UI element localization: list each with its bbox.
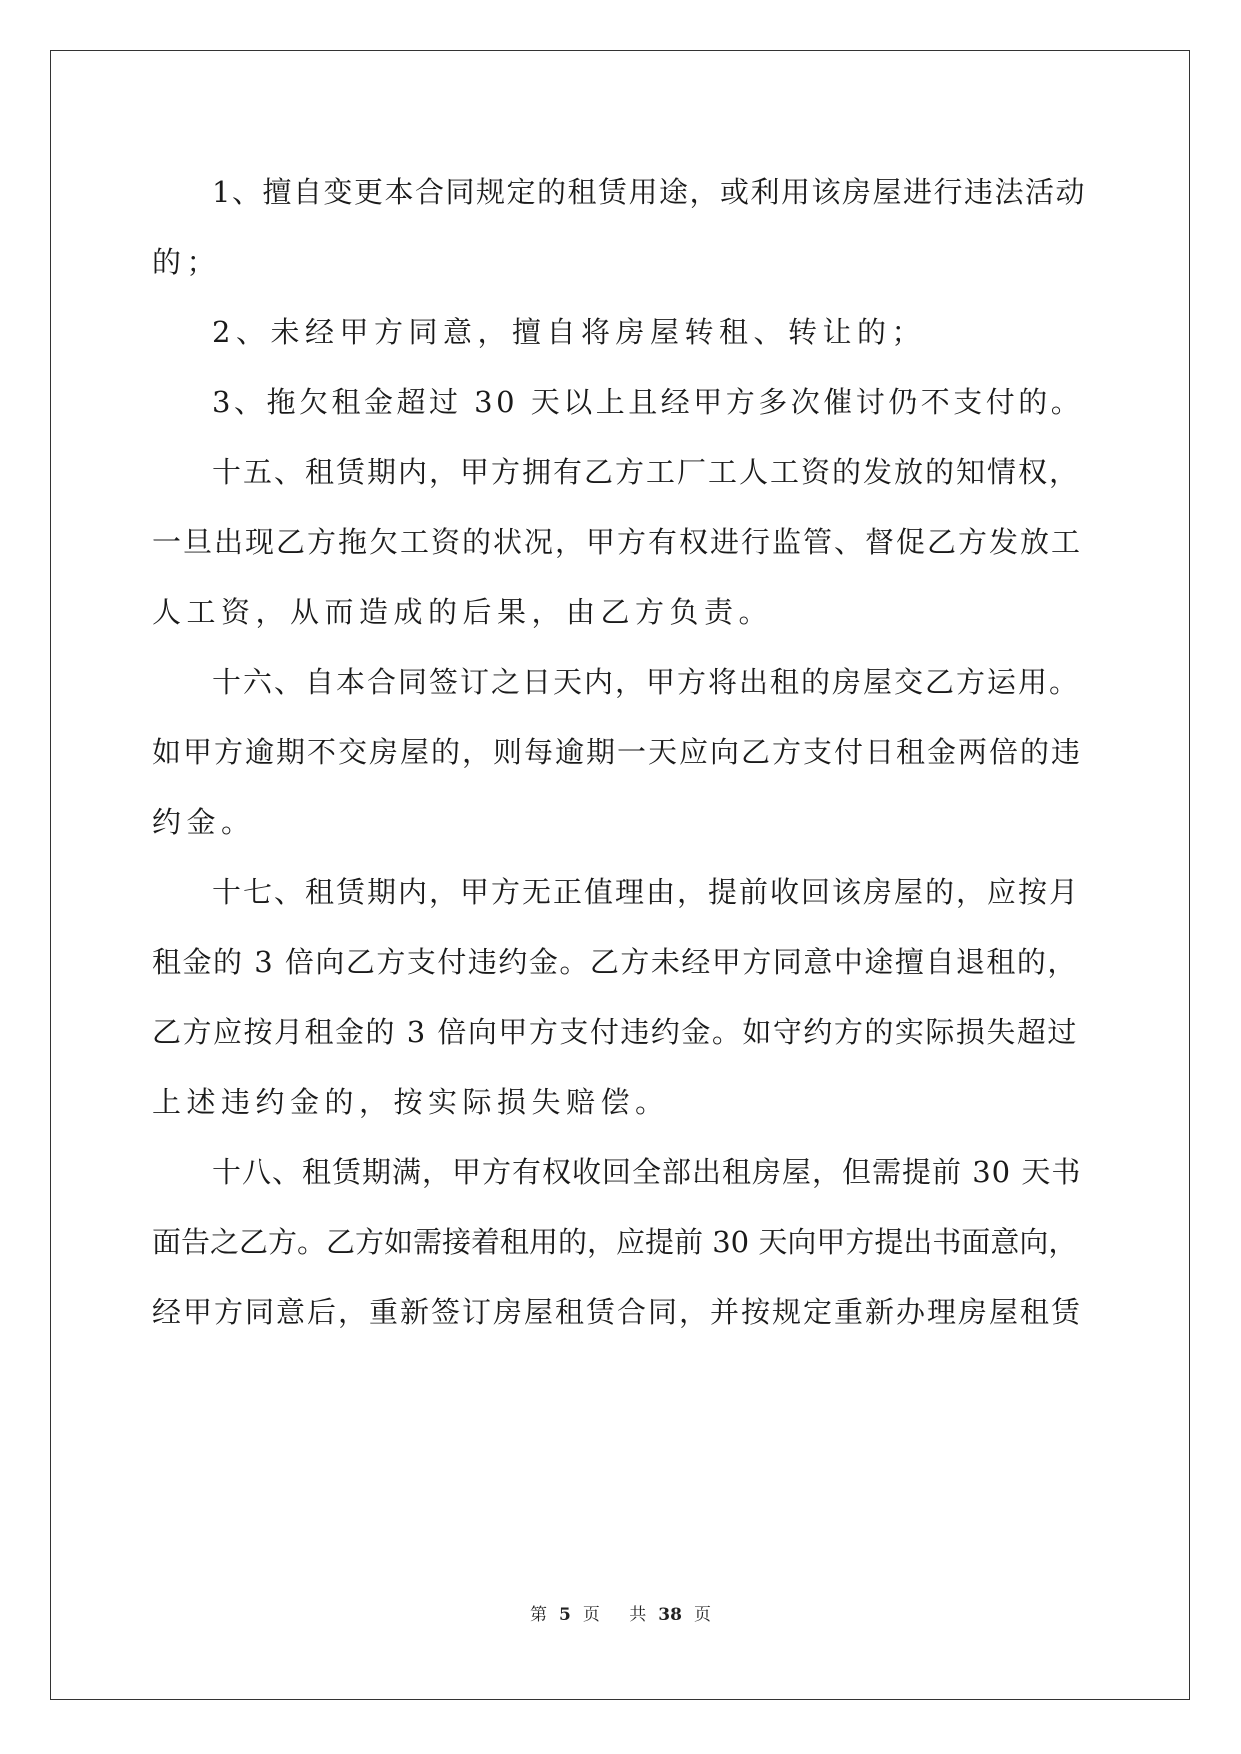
- text-line: 1、擅自变更本合同规定的租赁用途，或利用该房屋进行违法活动: [212, 175, 1086, 209]
- text-line: 租金的 3 倍向乙方支付违约金。乙方未经甲方同意中途擅自退租的，: [152, 945, 1078, 979]
- page-footer: [0, 1600, 1241, 1625]
- text-line: 约金。: [152, 805, 256, 839]
- document-body: [152, 157, 1090, 1347]
- text-line: 一旦出现乙方拖欠工资的状况，甲方有权进行监管、督促乙方发放工: [152, 525, 1083, 559]
- text-line: 2、未经甲方同意，擅自将房屋转租、转让的；: [212, 315, 926, 349]
- text-line: 面告之乙方。乙方如需接着租用的，应提前 30 天向甲方提出书面意向，: [152, 1225, 1078, 1259]
- page-indicator: [524, 1605, 606, 1625]
- text-line: 如甲方逾期不交房屋的，则每逾期一天应向乙方支付日租金两倍的违: [152, 735, 1083, 769]
- total-prefix: 共: [629, 1605, 647, 1625]
- total-indicator: [623, 1605, 717, 1625]
- text-line: 十七、租赁期内，甲方无正值理由，提前收回该房屋的，应按月: [212, 875, 1081, 909]
- text-line: 上述违约金的，按实际损失赔偿。: [152, 1085, 670, 1119]
- text-line: 3、拖欠租金超过 30 天以上且经甲方多次催讨仍不支付的。: [212, 385, 1084, 419]
- page-prefix: 第: [530, 1605, 548, 1625]
- text-line: 经甲方同意后，重新签订房屋租赁合同，并按规定重新办理房屋租赁: [152, 1295, 1083, 1329]
- total-suffix: 页: [693, 1605, 711, 1625]
- page-suffix: 页: [582, 1605, 600, 1625]
- text-line: 十五、租赁期内，甲方拥有乙方工厂工人工资的发放的知情权，: [212, 455, 1081, 489]
- total-pages: 38: [658, 1605, 682, 1625]
- page-number: 5: [559, 1605, 571, 1625]
- text-line: 十六、自本合同签订之日天内，甲方将出租的房屋交乙方运用。: [212, 665, 1081, 699]
- text-line: 的；: [152, 245, 222, 279]
- text-line: 十八、租赁期满，甲方有权收回全部出租房屋，但需提前 30 天书: [212, 1155, 1082, 1189]
- text-line: 乙方应按月租金的 3 倍向甲方支付违约金。如守约方的实际损失超过: [152, 1015, 1078, 1049]
- text-line: 人工资，从而造成的后果，由乙方负责。: [152, 595, 774, 629]
